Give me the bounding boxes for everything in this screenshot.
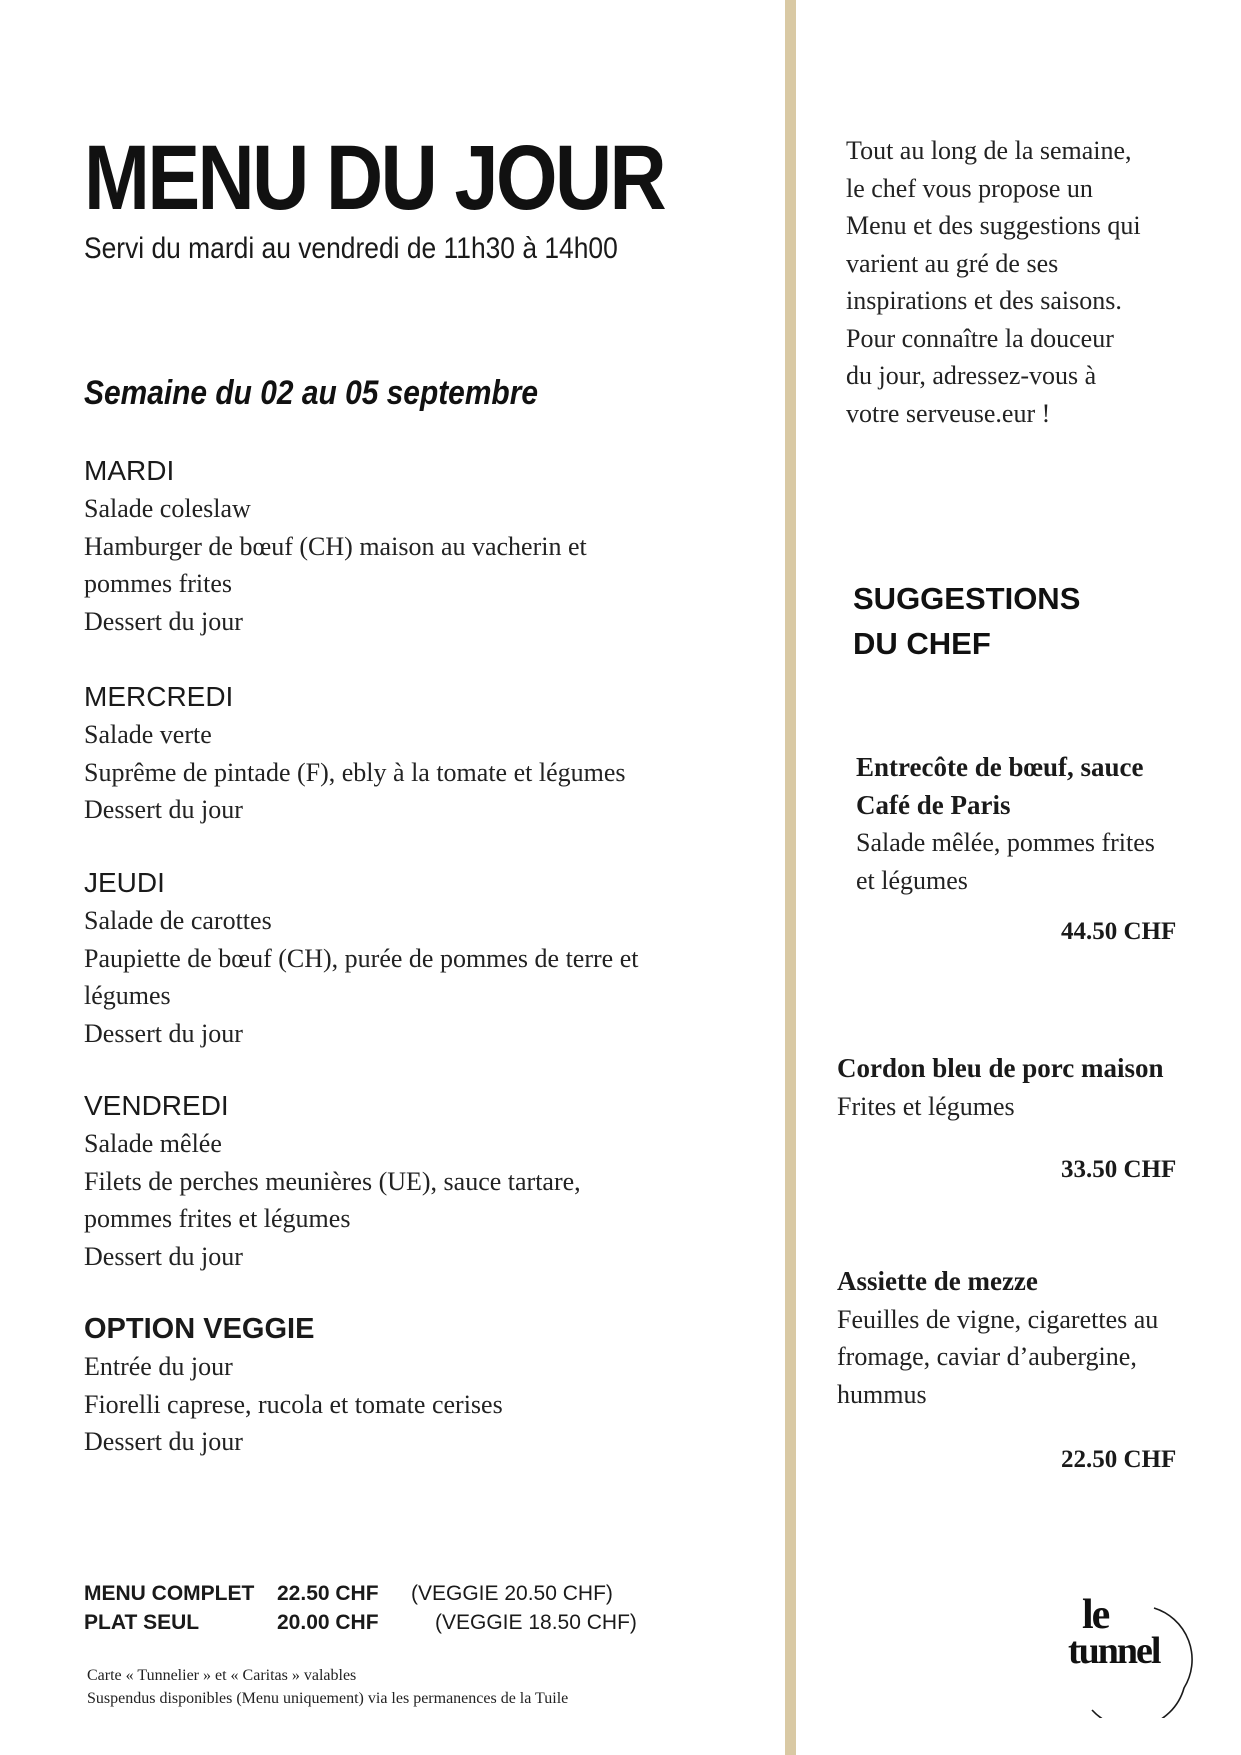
le-tunnel-logo [1066, 1592, 1206, 1718]
suggestion-description: Frites et légumes [837, 1091, 1015, 1121]
service-hours: Servi du mardi au vendredi de 11h30 à 14h00 [84, 232, 618, 265]
dish-item: Salade coleslaw [84, 494, 251, 523]
suggestions-heading-line: SUGGESTIONS [853, 581, 1081, 616]
suggestion-price: 44.50 CHF [1061, 918, 1177, 945]
dish-item: Suprême de pintade (F), ebly à la tomate et légumes [84, 757, 626, 787]
intro-line: votre serveuse.eur ! [846, 398, 1051, 428]
suggestion-entrecote [856, 749, 1186, 899]
intro-line: Tout au long de la semaine, [846, 136, 1132, 165]
day-name: VENDREDI [84, 1090, 229, 1121]
dish-item: Dessert du jour [84, 1018, 243, 1048]
suggestion-description: fromage, caviar d’aubergine, [837, 1342, 1137, 1371]
intro-line: inspirations et des saisons. [846, 286, 1122, 315]
footer-notes [87, 1664, 568, 1710]
dish-item: Dessert du jour [84, 1427, 243, 1456]
dish-item: pommes frites et légumes [84, 1204, 351, 1233]
dish-item: Fiorelli caprese, rucola et tomate cerises [84, 1389, 503, 1419]
dish-item: légumes [84, 981, 171, 1010]
menu-complet-veggie-price: (VEGGIE 20.50 CHF) [411, 1582, 613, 1605]
day-section-mardi [84, 452, 724, 640]
intro-line: varient au gré de ses [846, 248, 1059, 278]
suggestion-cordon-bleu [837, 1050, 1197, 1125]
suggestion-mezze [837, 1263, 1197, 1413]
plat-seul-price: 20.00 CHF [277, 1611, 379, 1634]
option-veggie-section [84, 1310, 724, 1461]
dish-item: Dessert du jour [84, 1241, 243, 1271]
suggestion-description: et légumes [856, 865, 968, 895]
day-name: MARDI [84, 455, 175, 486]
intro-line: du jour, adressez-vous à [846, 361, 1097, 390]
card-validity-note: Carte « Tunnelier » et « Caritas » valables [87, 1667, 357, 1684]
dish-item: Filets de perches meunières (UE), sauce tartare, [84, 1166, 581, 1196]
dish-item: Hamburger de bœuf (CH) maison au vacherin et [84, 531, 587, 561]
suggestion-description: Feuilles de vigne, cigarettes au [837, 1304, 1159, 1334]
suggestion-name: Cordon bleu de porc maison [837, 1053, 1164, 1083]
day-name: MERCREDI [84, 681, 234, 712]
dish-item: pommes frites [84, 569, 233, 598]
day-section-vendredi [84, 1087, 724, 1275]
intro-line: Pour connaître la douceur [846, 323, 1114, 353]
dish-item: Salade verte [84, 720, 212, 749]
suggestion-price: 33.50 CHF [1061, 1156, 1177, 1183]
plat-seul-label: PLAT SEUL [84, 1611, 200, 1634]
menu-complet-label: MENU COMPLET [84, 1582, 255, 1605]
day-section-mercredi [84, 678, 724, 829]
logo-text-tunnel: tunnel [1068, 1630, 1160, 1672]
intro-line: Menu et des suggestions qui [846, 211, 1141, 240]
menu-complet-price: 22.50 CHF [277, 1582, 379, 1605]
dish-item: Dessert du jour [84, 606, 243, 636]
dish-item: Salade mêlée [84, 1129, 222, 1158]
suggestion-price: 22.50 CHF [1061, 1446, 1177, 1473]
intro-line: le chef vous propose un [846, 173, 1093, 203]
page-title: MENU DU JOUR [84, 127, 665, 229]
suggestion-description: Salade mêlée, pommes frites [856, 828, 1155, 857]
suggestion-description: hummus [837, 1379, 927, 1409]
suggestion-name: Entrecôte de bœuf, sauce [856, 752, 1144, 782]
plat-seul-veggie-price: (VEGGIE 18.50 CHF) [435, 1611, 637, 1634]
dish-item: Salade de carottes [84, 906, 272, 935]
week-range: Semaine du 02 au 05 septembre [84, 374, 538, 412]
suggestions-heading-line: DU CHEF [853, 626, 991, 661]
option-veggie-heading: OPTION VEGGIE [84, 1313, 315, 1345]
suggestion-name: Café de Paris [856, 789, 1011, 820]
dish-item: Dessert du jour [84, 795, 243, 824]
day-section-jeudi [84, 864, 724, 1052]
dish-item: Entrée du jour [84, 1352, 233, 1381]
logo-text-le: le [1082, 1592, 1109, 1638]
sidebar-divider-stripe [785, 0, 796, 1755]
suggestions-heading [853, 576, 1080, 666]
dish-item: Paupiette de bœuf (CH), purée de pommes de terre et [84, 943, 639, 973]
suggestion-name: Assiette de mezze [837, 1266, 1038, 1296]
chef-intro-text [846, 132, 1172, 432]
suspended-meals-note: Suspendus disponibles (Menu uniquement) via les permanences de la Tuile [87, 1690, 569, 1707]
day-name: JEUDI [84, 867, 165, 898]
